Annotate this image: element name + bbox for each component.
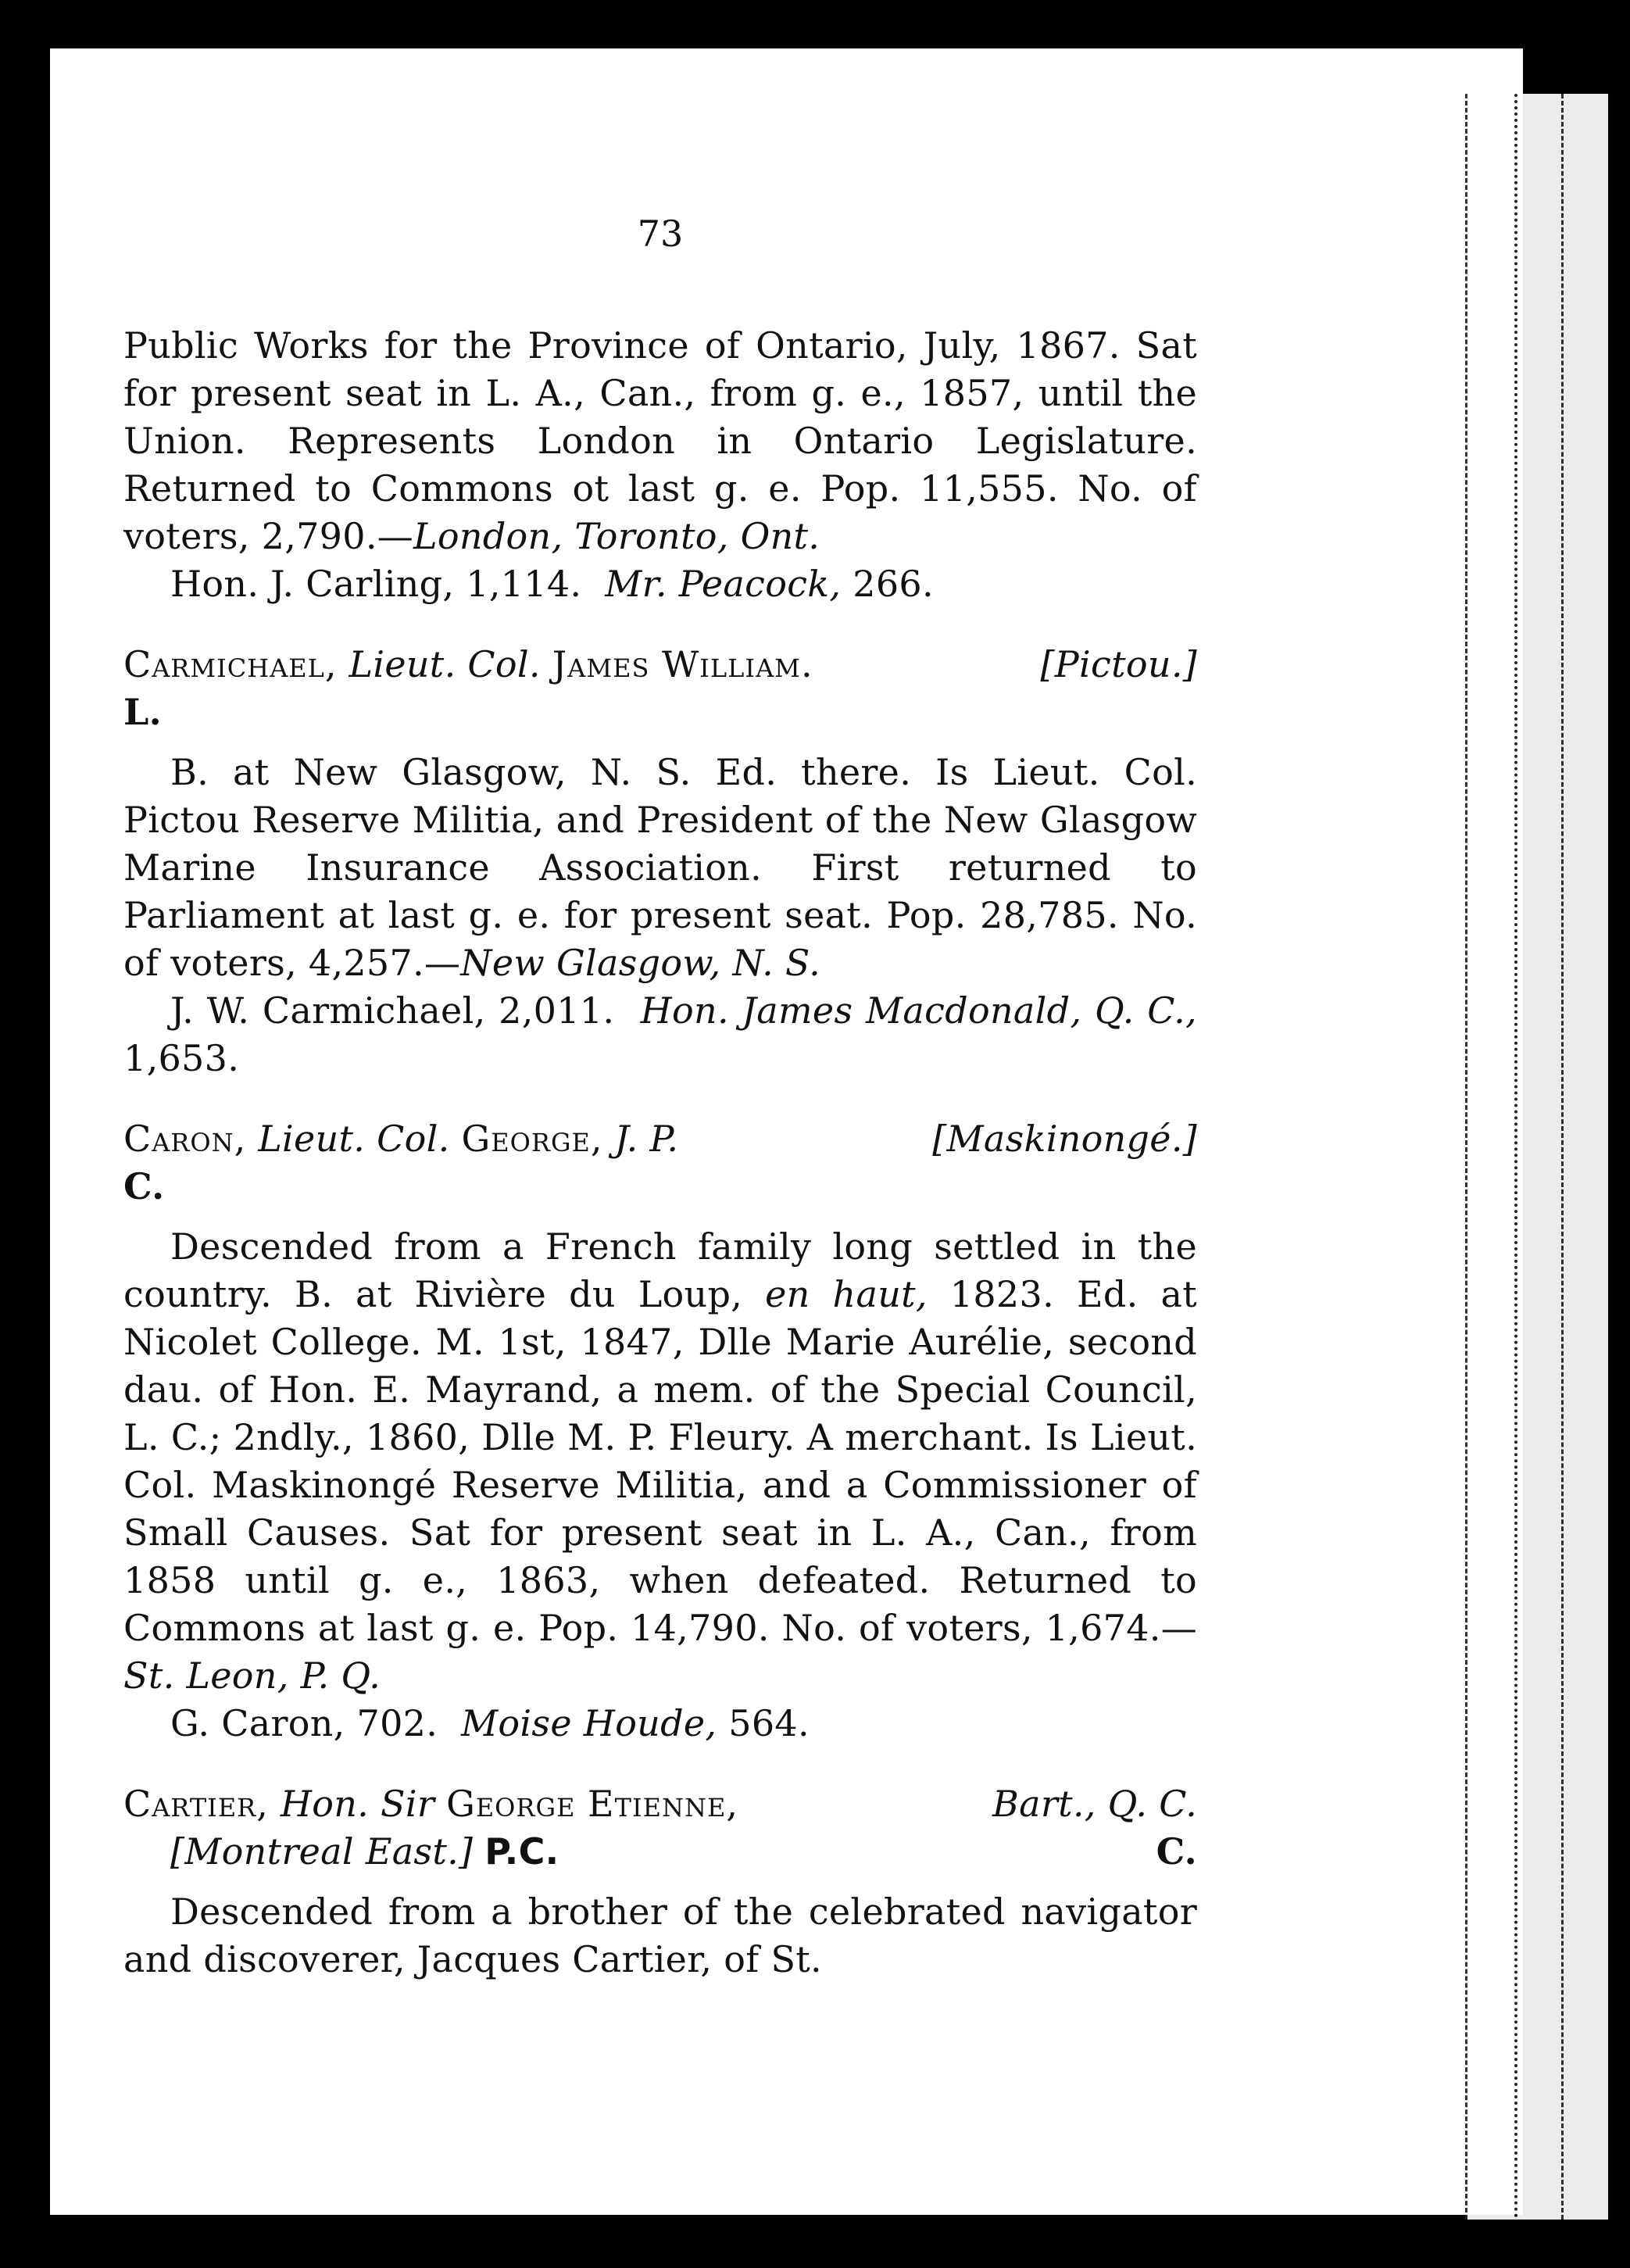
bio-italic: en haut, bbox=[765, 1273, 928, 1315]
entry-heading-caron bbox=[123, 1115, 1197, 1163]
constituency: [Pictou.] bbox=[1040, 643, 1197, 685]
rank: Lieut. Col. bbox=[258, 1118, 450, 1160]
privy-council: P.C. bbox=[484, 1830, 559, 1873]
bio-cartier: Descended from a brother of the celebrated navigator and discoverer, Jacques Cartier, of St. bbox=[123, 1891, 1197, 1980]
party-cartier: C. bbox=[1156, 1830, 1197, 1873]
residence: St. Leon, P. Q. bbox=[123, 1654, 381, 1697]
bio-text: B. at New Glasgow, N. S. Ed. there. Is Lieut. Col. Pictou Reserve Militia, and President of the New Glasgow Marine Insurance Association. First returned to Parliament at last g. e. for present seat. Pop. 28,785. No. of voters, 4,257.— bbox=[123, 751, 1197, 984]
honorific: Hon. Sir bbox=[280, 1783, 435, 1825]
loser-votes: 266. bbox=[853, 563, 934, 605]
loser-name: Moise Houde, bbox=[461, 1702, 717, 1744]
party-caron: C. bbox=[123, 1165, 165, 1207]
title: J. P. bbox=[614, 1118, 679, 1160]
surname: Carmichael, bbox=[123, 643, 338, 685]
bio-text-2: 1823. Ed. at Nicolet College. M. 1st, 1847, Dlle Marie Aurélie, second dau. of Hon. E. Mayrand, a mem. of the Special Council, L. C.; 2ndly., 1860, Dlle M. P. Fleury. A merchant. Is Lieut. Col. Maskinongé Reserve Militia, and a Commissioner of Small Causes. Sat for present seat in L. A., Can., from 1858 until g. e., 1863, when defeated. Returned to Commons at last g. e. Pop. 14,790. No. of voters, 1,674.— bbox=[123, 1273, 1197, 1649]
entry-continuation bbox=[123, 322, 1197, 560]
loser-votes: 1,653. bbox=[123, 1037, 240, 1079]
loser-votes: 564. bbox=[728, 1702, 810, 1744]
surname: Caron, bbox=[123, 1118, 247, 1160]
loser-name: Hon. James Macdonald, Q. C., bbox=[640, 989, 1197, 1032]
continuation-residence: London, Toronto, Ont. bbox=[413, 515, 820, 557]
winner: J. W. Carmichael, 2,011. bbox=[170, 989, 615, 1032]
given-names: George, bbox=[461, 1118, 603, 1160]
loser-name: Mr. Peacock, bbox=[605, 563, 842, 605]
entry-heading-cartier bbox=[123, 1780, 1197, 1828]
entry-heading-cartier-line2 bbox=[123, 1828, 1197, 1876]
given-names: George Etienne, bbox=[446, 1783, 738, 1825]
party-carmichael: L. bbox=[123, 691, 162, 733]
entry-heading-carmichael bbox=[123, 641, 1197, 689]
bio-carmichael bbox=[123, 749, 1197, 987]
document-body bbox=[123, 322, 1197, 1984]
winner: G. Caron, 702. bbox=[170, 1702, 438, 1744]
surname: Cartier, bbox=[123, 1783, 269, 1825]
bio-caron bbox=[123, 1223, 1197, 1700]
constituency: [Maskinongé.] bbox=[932, 1118, 1197, 1160]
title: Bart., Q. C. bbox=[992, 1783, 1197, 1825]
rank: Lieut. Col. bbox=[349, 643, 541, 685]
winner: Hon. J. Carling, 1,114. bbox=[170, 563, 582, 605]
continuation-votes bbox=[123, 560, 1197, 608]
constituency: [Montreal East.] bbox=[170, 1830, 474, 1873]
residence: New Glasgow, N. S. bbox=[460, 942, 821, 984]
given-names: James William. bbox=[552, 643, 813, 685]
page-number: 73 bbox=[637, 213, 684, 255]
bio-text-1: Descended from a French family long settled in the country. B. at Rivière du Loup, bbox=[123, 1225, 1197, 1315]
votes-carmichael bbox=[123, 987, 1197, 1082]
votes-caron bbox=[123, 1700, 1197, 1748]
continuation-text: Public Works for the Province of Ontario, July, 1867. Sat for present seat in L. A., Can., from g. e., 1857, until the Union. Represents London in Ontario Legislature. Returned to Commons ot last g. e. Pop. 11,555. No. of voters, 2,790.— bbox=[123, 324, 1197, 557]
page-edge bbox=[1465, 94, 1608, 2220]
